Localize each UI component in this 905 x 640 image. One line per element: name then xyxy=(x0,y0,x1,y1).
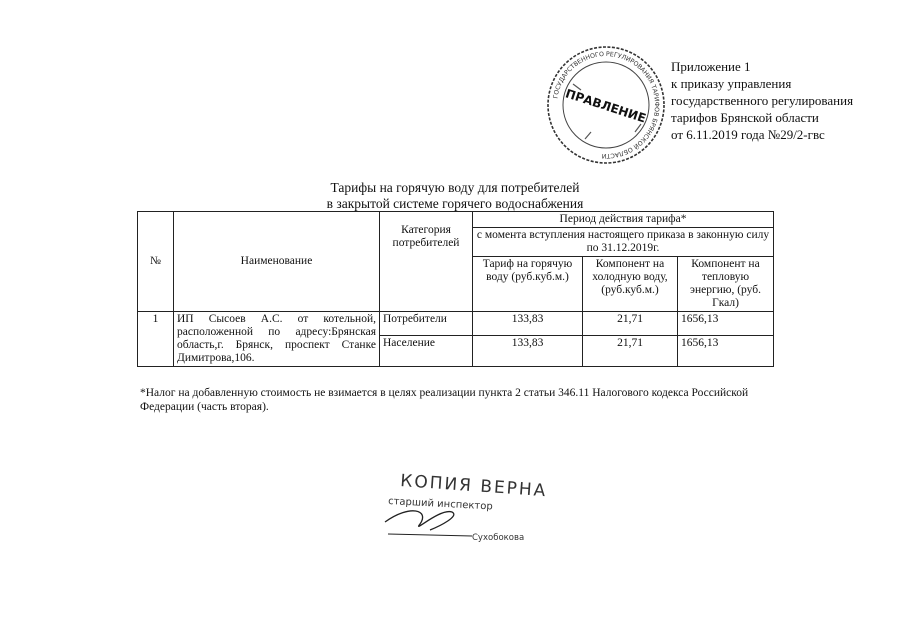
header-tariff-hot-water: Тариф на горячую воду (руб.куб.м.) xyxy=(473,257,583,312)
title-line-2: в закрытой системе горячего водоснабжения xyxy=(326,196,584,211)
row-category-population: Население xyxy=(380,336,473,367)
row-heat-value: 1656,13 xyxy=(678,336,774,367)
appendix-line: к приказу управления xyxy=(671,76,792,91)
row-number: 1 xyxy=(138,312,174,367)
inspector-position: старший инспектор xyxy=(387,496,493,513)
header-heat-component: Компонент на тепловую энергию, (руб. Гкал) xyxy=(678,257,774,312)
certified-copy-signature xyxy=(360,464,560,554)
header-cold-water-component: Компонент на холодную воду, (руб.куб.м.) xyxy=(583,257,678,312)
row-heat-value: 1656,13 xyxy=(678,312,774,336)
tariff-table xyxy=(137,211,774,367)
appendix-line: от 6.11.2019 года №29/2-гвс xyxy=(671,127,825,142)
appendix-line: государственного регулирования xyxy=(671,93,854,108)
handwritten-signature xyxy=(385,511,454,530)
header-name: Наименование xyxy=(174,212,380,312)
seal-ring-text: ГОСУДАРСТВЕННОГО РЕГУЛИРОВАНИЯ ТАРИФОВ БРЯНСКОЙ ОБЛАСТИ xyxy=(552,50,661,160)
row-cold-value: 21,71 xyxy=(583,336,678,367)
appendix-header xyxy=(671,58,853,143)
appendix-line: Приложение 1 xyxy=(671,59,751,74)
vat-footnote: *Налог на добавленную стоимость не взимается в целях реализации пункта 2 статьи 346.11 Налогового кодекса Российской Федерации (часть вторая). xyxy=(140,387,749,413)
header-period-range: с момента вступления настоящего приказа в законную силу по 31.12.2019г. xyxy=(473,228,774,257)
header-category: Категория потребителей xyxy=(380,212,473,312)
copy-certified-stamp: КОПИЯ ВЕРНА xyxy=(399,471,548,502)
header-number: № xyxy=(138,212,174,312)
header-period: Период действия тарифа* xyxy=(473,212,774,228)
row-tariff-value: 133,83 xyxy=(473,312,583,336)
row-organization-name: ИП Сысоев А.С. от котельной, расположенной по адресу:Брянская область,г. Брянск, проспект Станке Димитрова,106. xyxy=(174,312,380,367)
row-cold-value: 21,71 xyxy=(583,312,678,336)
document-title xyxy=(290,180,620,212)
inspector-name: Сухобокова xyxy=(472,533,525,543)
official-seal-stamp xyxy=(545,44,667,166)
title-line-1: Тарифы на горячую воду для потребителей xyxy=(330,180,580,195)
seal-center-text: ПРАВЛЕНИЕ xyxy=(563,86,648,126)
appendix-line: тарифов Брянской области xyxy=(671,110,819,125)
row-category-consumers: Потребители xyxy=(380,312,473,336)
row-tariff-value: 133,83 xyxy=(473,336,583,367)
